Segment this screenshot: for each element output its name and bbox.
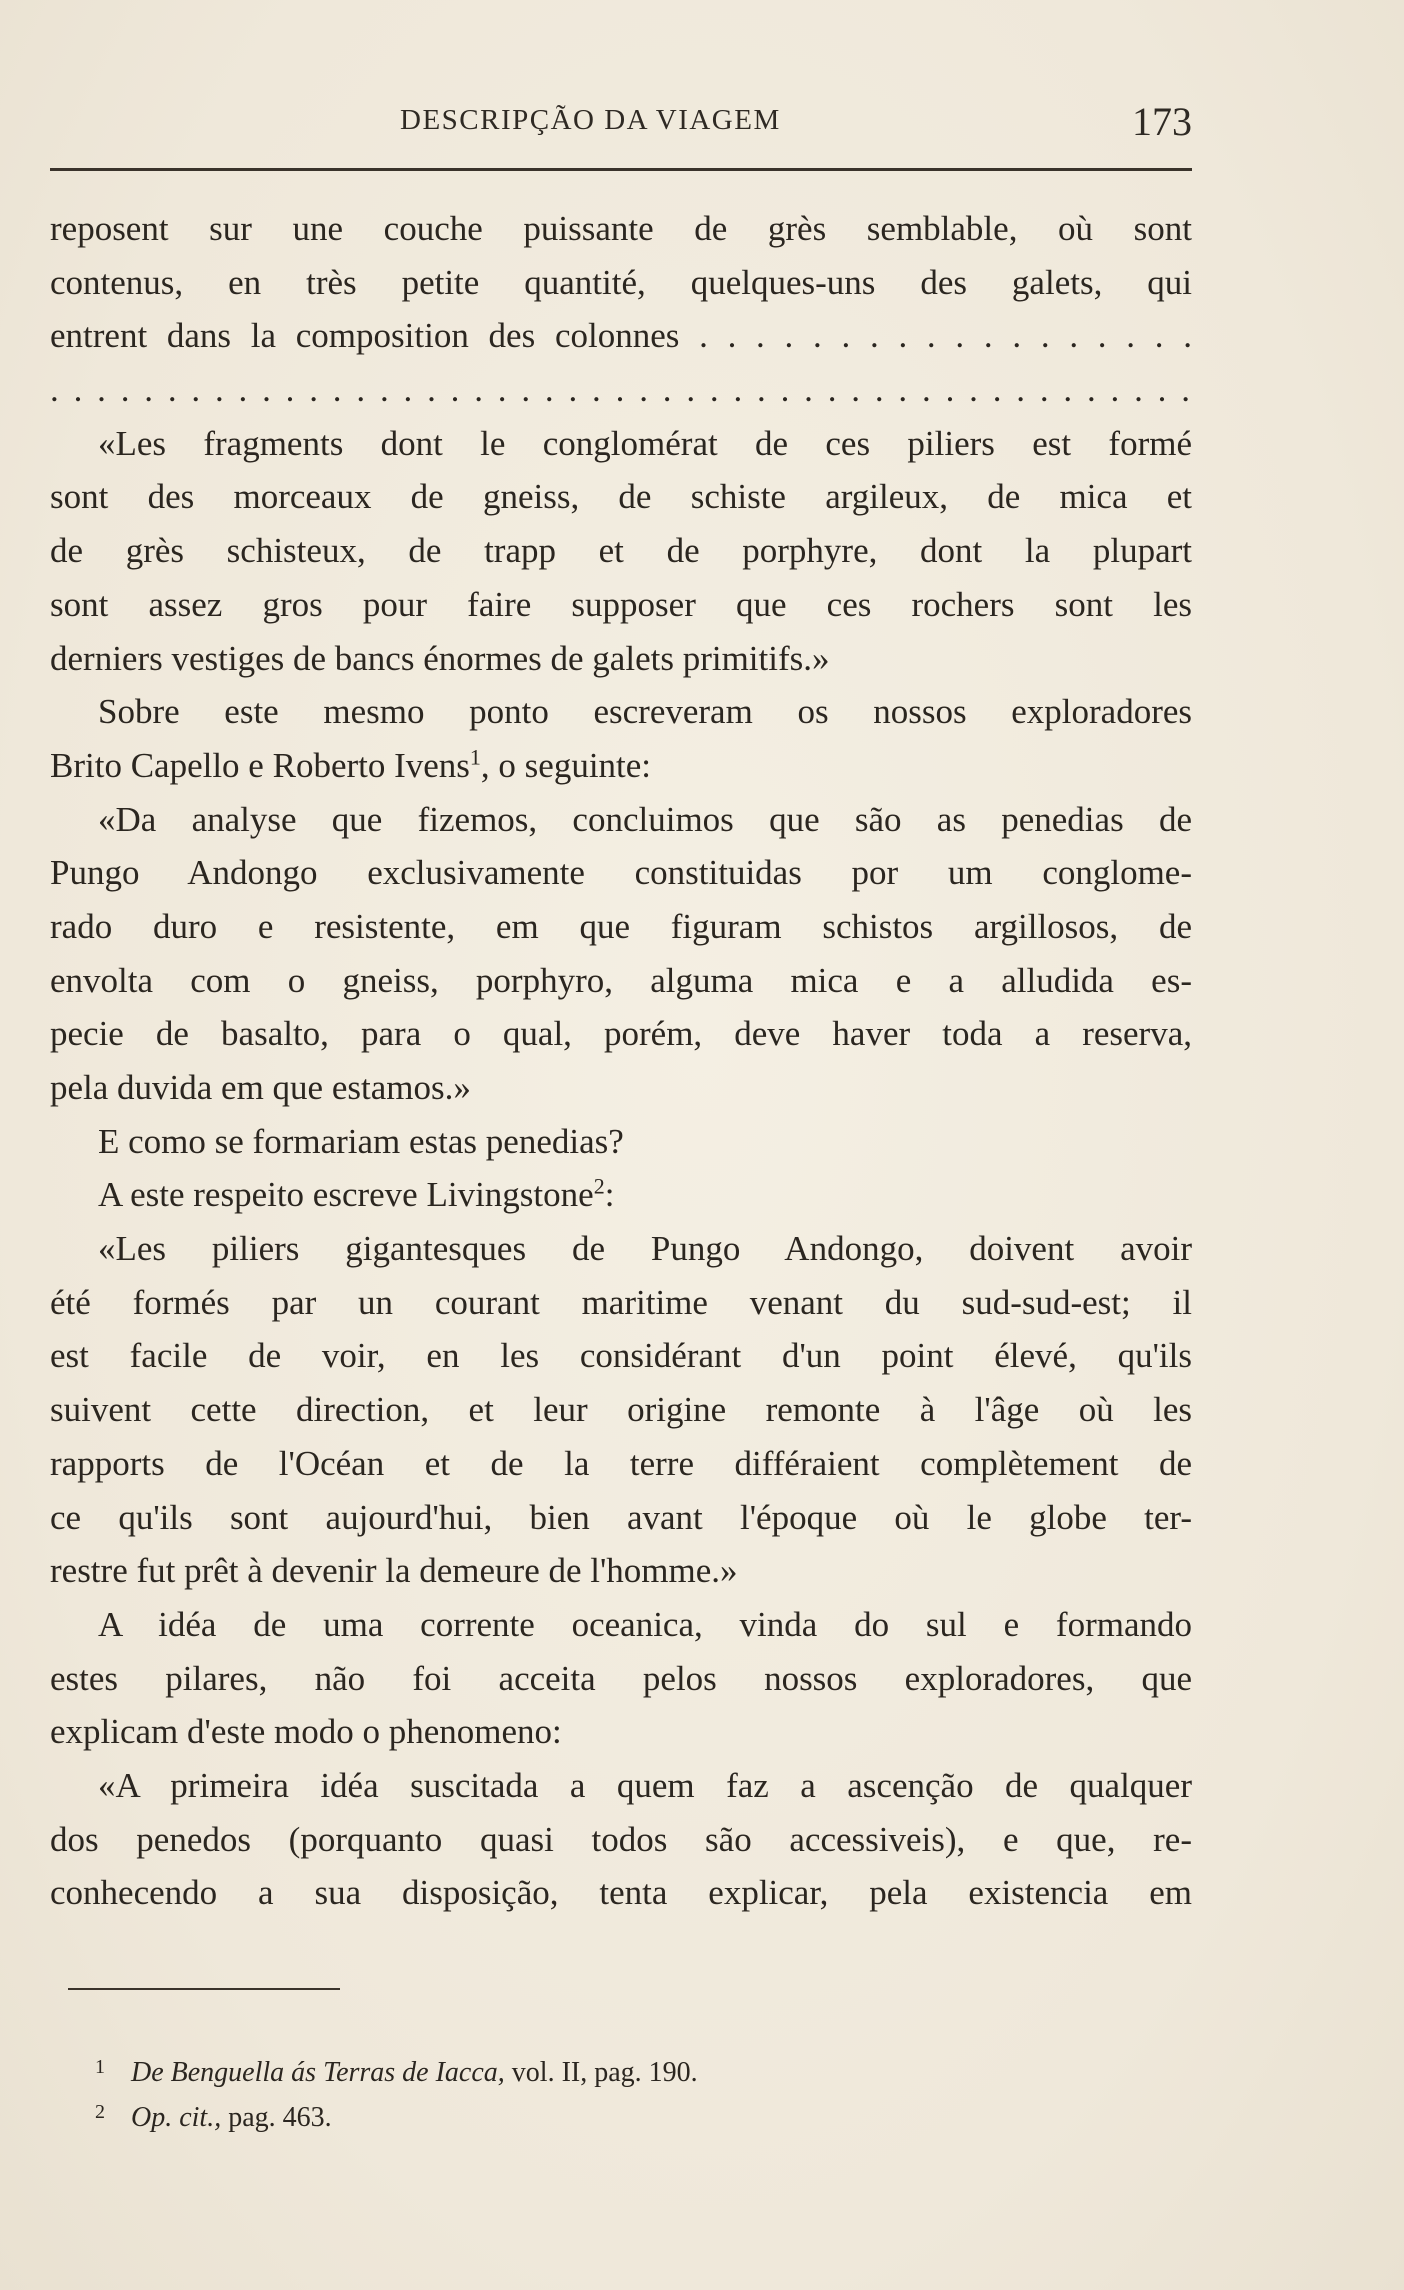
text-line (50, 1061, 1192, 1115)
text-line (50, 1491, 1192, 1545)
footnote-reference: 1 (469, 744, 481, 770)
text-line (50, 1866, 1192, 1920)
text-line (50, 1276, 1192, 1330)
text-line (50, 685, 1192, 739)
text-line-content: de grès schisteux, de trapp et de porphyre, dont la plupart (50, 531, 1192, 571)
text-line (50, 739, 1192, 793)
text-line (50, 309, 1192, 363)
text-line (50, 1598, 1192, 1652)
text-line-content: «Les fragments dont le conglomérat de ces piliers est formé (98, 423, 1192, 463)
text-line (50, 470, 1192, 524)
running-head-title: DESCRIPÇÃO DA VIAGEM (400, 104, 781, 136)
text-line-content: pecie de basalto, para o qual, porém, deve haver toda a reserva, (50, 1014, 1192, 1054)
text-line-content: A este respeito escreve Livingstone (98, 1175, 594, 1215)
text-line-content: explicam d'este modo o phenomeno: (50, 1712, 562, 1752)
text-line-content: suivent cette direction, et leur origine remonte à l'âge où les (50, 1390, 1192, 1430)
text-line (50, 256, 1192, 310)
text-line-continuation: , o seguinte: (480, 745, 652, 785)
text-line-content: . . . . . . . . . . . . . . . . . . . . . . . . . . . . . . . . . . . . . . . . . . . . . . . . . (50, 370, 1192, 410)
text-line-content: entrent dans la composition des colonnes . . . . . . . . . . . . . . . . . . (50, 316, 1192, 356)
text-line-content: dos penedos (porquanto quasi todos são accessiveis), e que, re- (50, 1819, 1192, 1859)
text-line-content: «Da analyse que fizemos, concluimos que são as penedias de (98, 799, 1192, 839)
text-line-content: A idéa de uma corrente oceanica, vinda do sul e formando (98, 1604, 1192, 1644)
text-line (50, 363, 1192, 417)
footnote-citation: vol. II, pag. 190. (504, 2057, 698, 2088)
text-line-content: contenus, en très petite quantité, quelques-uns des galets, qui (50, 262, 1192, 302)
text-line-content: conhecendo a sua disposição, tenta explicar, pela existencia em (50, 1873, 1192, 1913)
text-line (50, 578, 1192, 632)
text-line (50, 1329, 1192, 1383)
text-line (50, 1813, 1192, 1867)
running-head (50, 98, 1192, 146)
text-line (50, 1222, 1192, 1276)
text-line-content: sont des morceaux de gneiss, de schiste argileux, de mica et (50, 477, 1192, 517)
text-line (50, 1007, 1192, 1061)
footnote-number: 2 (95, 2101, 105, 2123)
text-line-content: derniers vestiges de bancs énormes de galets primitifs.» (50, 638, 830, 678)
text-line-content: été formés par un courant maritime venant du sud-sud-est; il (50, 1282, 1192, 1322)
text-line (50, 1544, 1192, 1598)
text-line (50, 417, 1192, 471)
text-line (50, 1383, 1192, 1437)
text-line (50, 793, 1192, 847)
text-line-content: reposent sur une couche puissante de grès semblable, où sont (50, 209, 1192, 248)
text-line-content: E como se formariam estas penedias? (98, 1121, 624, 1161)
text-line-content: sont assez gros pour faire supposer que ces rochers sont les (50, 584, 1192, 624)
footnote-number: 1 (95, 2056, 105, 2078)
text-line (50, 202, 1192, 256)
footnotes (95, 2045, 1095, 2135)
text-line (50, 846, 1192, 900)
text-line (50, 1437, 1192, 1491)
footnote-rule (68, 1988, 340, 1990)
text-line-content: pela duvida em que estamos.» (50, 1068, 471, 1107)
text-line-continuation: : (604, 1175, 615, 1215)
text-line-content: Sobre este mesmo ponto escreveram os nossos exploradores (98, 692, 1192, 732)
header-rule (50, 168, 1192, 171)
footnote-title: Op. cit., (131, 2102, 222, 2133)
text-line (50, 954, 1192, 1008)
text-line-content: envolta com o gneiss, porphyro, alguma mica e a alludida es- (50, 960, 1192, 1000)
text-line-content: restre fut prêt à devenir la demeure de l'homme.» (50, 1551, 738, 1591)
text-line (50, 1705, 1192, 1759)
text-line-content: est facile de voir, en les considérant d'un point élevé, qu'ils (50, 1336, 1192, 1376)
text-line-content: «A primeira idéa suscitada a quem faz a ascenção de qualquer (98, 1765, 1192, 1805)
text-line-content: ce qu'ils sont aujourd'hui, bien avant l'époque où le globe ter- (50, 1497, 1192, 1537)
text-line (50, 1759, 1192, 1813)
text-line (50, 900, 1192, 954)
text-line-content: estes pilares, não foi acceita pelos nossos exploradores, que (50, 1658, 1192, 1698)
text-line (50, 1652, 1192, 1706)
footnote-reference: 2 (593, 1173, 605, 1199)
footnote-citation: pag. 463. (221, 2102, 332, 2133)
page-number: 173 (1132, 99, 1192, 144)
text-line (50, 632, 1192, 686)
text-line (50, 1115, 1192, 1169)
text-line (50, 1168, 1192, 1222)
footnote (95, 2045, 1095, 2090)
text-line (50, 524, 1192, 578)
text-line-content: Pungo Andongo exclusivamente constituidas por um conglome- (50, 853, 1192, 893)
text-line-content: «Les piliers gigantesques de Pungo Andongo, doivent avoir (98, 1229, 1192, 1269)
body-text (50, 202, 1192, 1920)
text-line-content: rapports de l'Océan et de la terre différaient complètement de (50, 1443, 1192, 1483)
footnote-title: De Benguella ás Terras de Iacca, (131, 2057, 505, 2088)
footnote (95, 2090, 1095, 2135)
text-line-content: rado duro e resistente, em que figuram schistos argillosos, de (50, 906, 1192, 946)
text-line-content: Brito Capello e Roberto Ivens (50, 745, 470, 785)
